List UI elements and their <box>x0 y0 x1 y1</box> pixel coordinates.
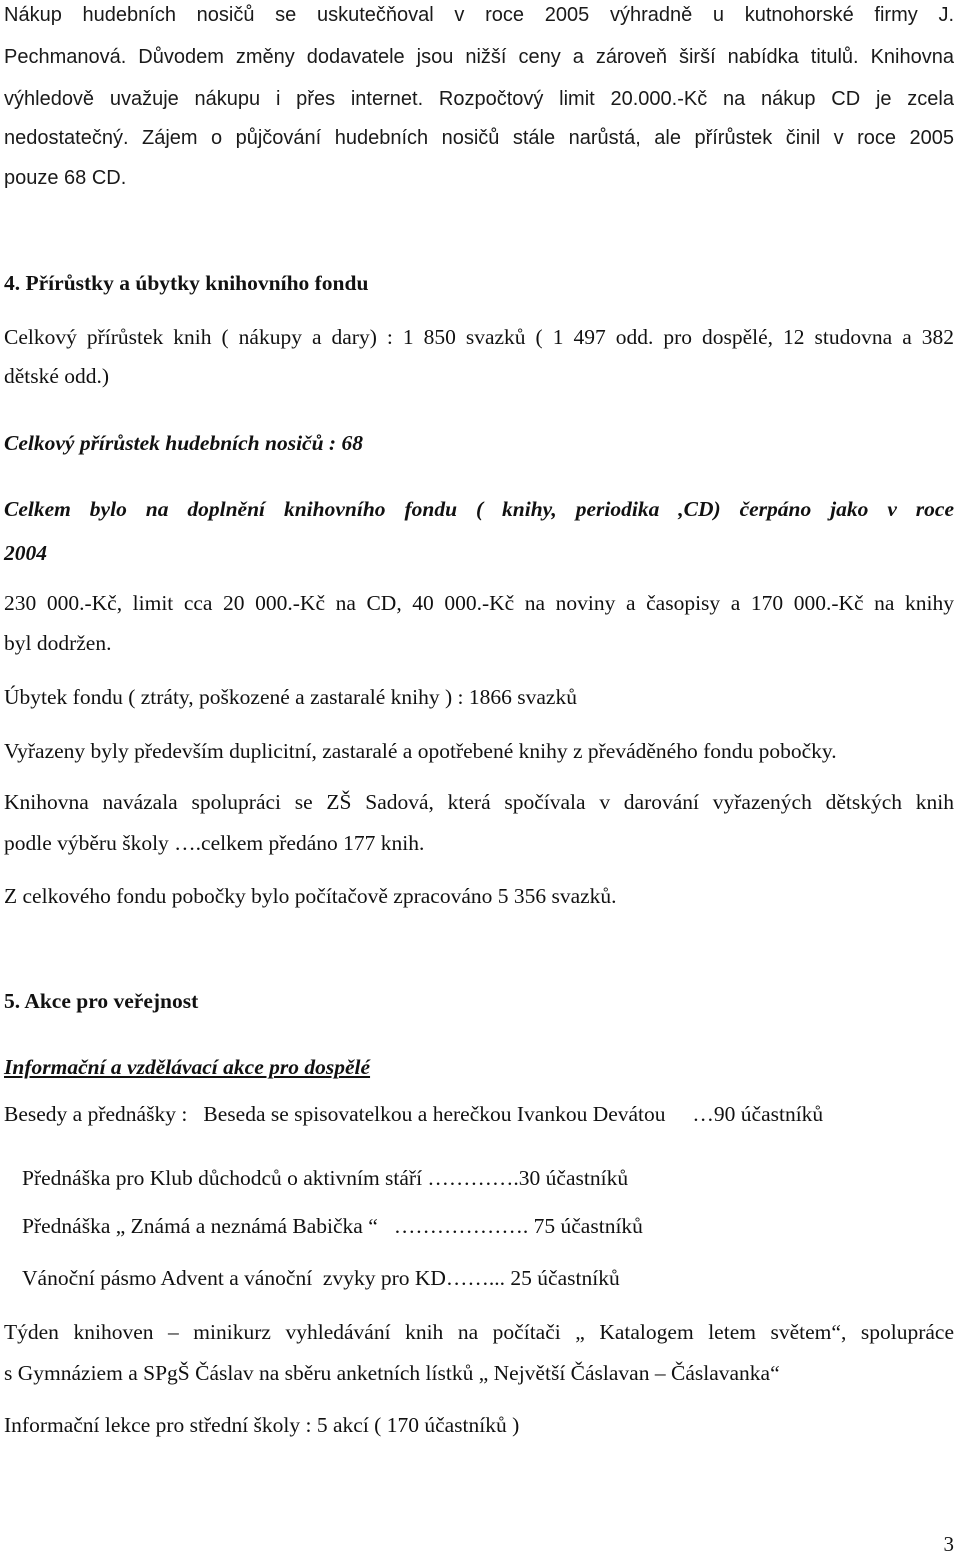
text-line: Úbytek fondu ( ztráty, poškozené a zastaralé knihy ) : 1866 svazků <box>4 685 577 709</box>
event-item: Besedy a přednášky : Beseda se spisovatelkou a herečkou Ivankou Devátou …90 účastníků <box>4 1102 824 1126</box>
text-line: Celkový přírůstek knih ( nákupy a dary) : 1 850 svazků ( 1 497 odd. pro dospělé, 12 studovna a 382 <box>4 325 954 349</box>
text-line: Nákup hudebních nosičů se uskutečňoval v roce 2005 výhradně u kutnohorské firmy J. <box>4 4 954 26</box>
event-item: Přednáška „ Známá a neznámá Babička “ ………………. 75 účastníků <box>22 1214 643 1238</box>
text-line: Knihovna navázala spolupráci se ZŠ Sadová, která spočívala v darování vyřazených dětských knih <box>4 790 954 814</box>
text-line: s Gymnáziem a SPgŠ Čáslav na sběru anketních lístků „ Největší Čáslavan – Čáslavanka“ <box>4 1361 780 1385</box>
music-increase: Celkový přírůstek hudebních nosičů : 68 <box>4 431 363 455</box>
page-number: 3 <box>943 1532 954 1556</box>
text-line: Týden knihoven – minikurz vyhledávání knih na počítači „ Katalogem letem světem“, spolupráce <box>4 1320 954 1344</box>
section-subheading: Informační a vzdělávací akce pro dospělé <box>4 1055 371 1079</box>
text-line: pouze 68 CD. <box>4 167 127 189</box>
text-line: Z celkového fondu pobočky bylo počítačově zpracováno 5 356 svazků. <box>4 884 617 908</box>
event-item: Vánoční pásmo Advent a vánoční zvyky pro KD……... 25 účastníků <box>22 1266 620 1290</box>
spend-line: Celkem bylo na doplnění knihovního fondu ( knihy, periodika ,CD) čerpáno jako v roce <box>4 497 954 521</box>
section-heading: 4. Přírůstky a úbytky knihovního fondu <box>4 271 369 295</box>
text-line: Pechmanová. Důvodem změny dodavatele jsou nižší ceny a zároveň širší nabídka titulů. Knihovna <box>4 46 954 68</box>
text-line: dětské odd.) <box>4 364 110 388</box>
text-line: nedostatečný. Zájem o půjčování hudebních nosičů stále narůstá, ale přírůstek činil v roce 2005 <box>4 127 954 149</box>
text-line: Vyřazeny byly především duplicitní, zastaralé a opotřebené knihy z převáděného fondu pobočky. <box>4 739 837 763</box>
text-line: 230 000.-Kč, limit cca 20 000.-Kč na CD, 40 000.-Kč na noviny a časopisy a 170 000.-Kč na knihy <box>4 591 954 615</box>
event-item: Přednáška pro Klub důchodců o aktivním stáří ………….30 účastníků <box>22 1166 629 1190</box>
spend-line: 2004 <box>4 541 47 565</box>
text-line: Informační lekce pro střední školy : 5 akcí ( 170 účastníků ) <box>4 1413 520 1437</box>
text-line: byl dodržen. <box>4 631 112 655</box>
text-line: podle výběru školy ….celkem předáno 177 knih. <box>4 831 425 855</box>
text-line: výhledově uvažuje nákupu i přes internet. Rozpočtový limit 20.000.-Kč na nákup CD je zcela <box>4 88 954 110</box>
section-heading: 5. Akce pro veřejnost <box>4 989 199 1013</box>
